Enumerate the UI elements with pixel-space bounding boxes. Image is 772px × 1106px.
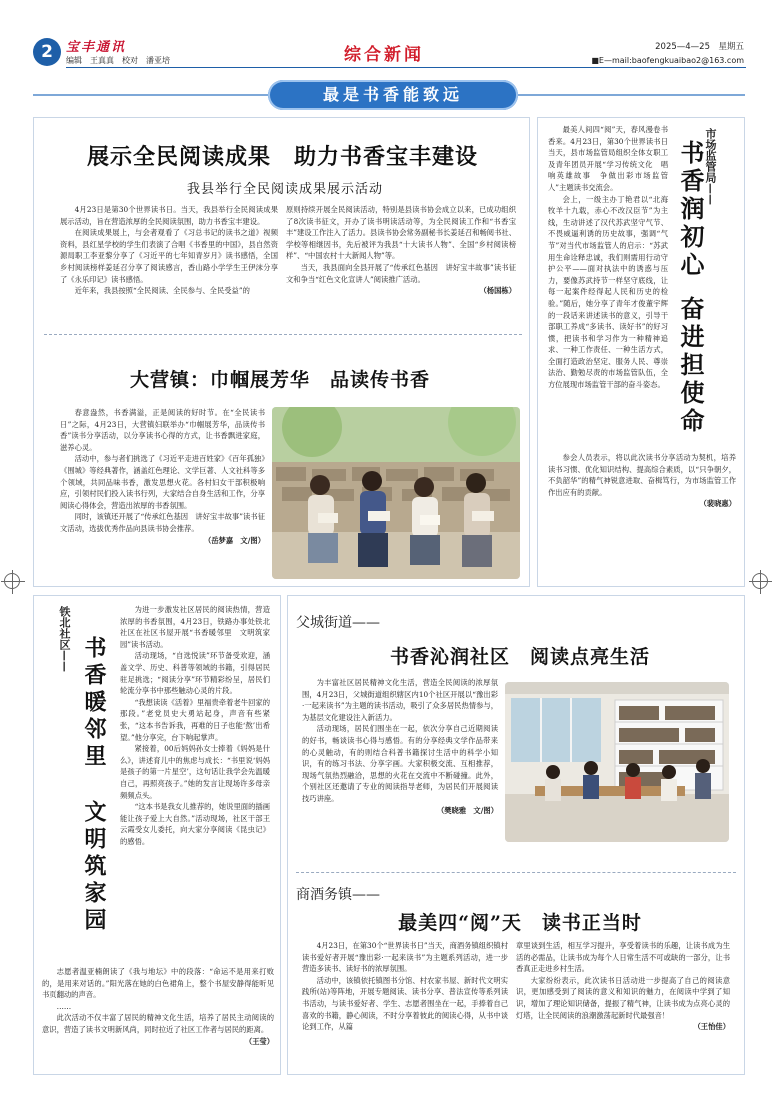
story2-body <box>60 407 265 546</box>
story2-byline: （岳梦嘉 文/图） <box>203 535 265 545</box>
story6-title: 最美四“阅”天 读书正当时 <box>398 912 642 934</box>
story1-column-2 <box>286 204 516 297</box>
story-divider <box>44 334 522 335</box>
story4-body <box>120 604 270 847</box>
contact-email: ■E—mail:baofengkuaibao2@163.com <box>591 56 744 65</box>
story5-title: 书香沁润社区 阅读点亮生活 <box>389 646 650 668</box>
story1-col1-para: 在阅读成果展上，与会者观看了《习总书记的读书之道》视频资料，县红星学校的学生们表演了合唱《书香里的中国》，县自然资源局职工李亚黎分享了《习近平的七年知青岁月》读书感悟，全国乡村阅读榜样姜延召分享了阅读感言，香山路小学学生王伊沫分享了《永乐印记》读书感悟。 <box>60 228 278 284</box>
story4-label: 铁北社区—— <box>58 606 71 672</box>
story1-byline: （杨国栋） <box>479 286 516 296</box>
women-reading-photo <box>272 407 520 579</box>
story5-label: 父城街道—— <box>296 615 380 631</box>
banner-line-right <box>518 94 745 96</box>
story1-col1-para: 4月23日是第30个世界读书日。当天，我县举行全民阅读成果展示活动，旨在营造浓厚的全民阅读氛围，助力书香宝丰建设。 <box>60 205 278 226</box>
story3-title-1: 书香润初心 <box>676 140 705 280</box>
story6-byline: （王怡佳） <box>693 1022 730 1032</box>
story5-para: 为丰富社区居民精神文化生活，营造全民阅读的浓厚氛围，4月23日，父城街道组织辖区内10个社区开展以“豫出彩·一起来读书”为主题的读书活动，吸引了众多居民热情参与，为基层文化建设注入新活力。 <box>302 678 498 722</box>
story3-para: 会上，一级主办丁艳君以“北海牧羊十九载，赤心不改汉臣节”为主线，生动讲述了汉代苏武坚守气节、不畏威逼利诱的历史故事，强调“气节”对当代市场监管人的启示：“苏武用生命诠释忠诚，我们则需用行动守护公平——面对执法中的诱惑与压力，要像苏武持节一样坚守底线，让每一起案件经得起人民和历史的检验。”随后，她分享了青年才俊董宇辉的一段话来讲述读书的意义，引导干部职工养成“多读书、读好书”的好习惯，把读书和学习作为一种精神追求、一种工作责任、一种生活方式，全面打造政治坚定、服务人民、尊崇法治、勤勉尽责的市场监管队伍，全方位展现市场监管干部的奋斗姿态。 <box>548 194 668 390</box>
story6-col1-para: 4月23日，在第30个“世界读书日”当天，商酒务镇组织镇村读书爱好者开展“豫出彩·一起来读书”为主题系列活动，进一步营造多读书、读好书的浓厚氛围。 <box>302 941 508 974</box>
newspaper-logo: 宝丰通讯 <box>66 40 127 55</box>
story4-para: 活动现场，“自选悦读”环节备受欢迎，涵盖文学、历史、科普等领域的书籍，引得居民驻足挑选；“阅读分享”环节精彩纷呈，居民们轮流分享书中那些触动心灵的片段。 <box>120 651 270 696</box>
library-reading-photo <box>505 682 729 842</box>
story3-body-wide <box>548 452 736 510</box>
banner-line-left <box>33 94 268 96</box>
story-divider <box>296 872 736 873</box>
registration-mark-left <box>4 573 20 589</box>
story1-col2-para: 当天，我县面向全县开展了“传承红色基因 讲好宝丰故事”读书征文和争当“红色文化宣讲人”阅读推广活动。 <box>286 262 516 284</box>
story6-col2-para: 章里谈到生活，相互学习提升，享受着读书的乐趣，让读书成为生活的必需品，让读书成为每个人日常生活不可或缺的一部分，让书香真正走进乡村生活。 <box>516 941 730 974</box>
theme-banner <box>33 80 745 110</box>
registration-mark-right <box>752 573 768 589</box>
story3-body <box>548 124 668 391</box>
story3-para: 最美人间四“阅”天，春风漫卷书香来。4月23日，第30个世界读书日当天，县市场监管局组织全体女职工及青年团员开展“学习传统文化 唱响英雄故事 争做出彩市场监管人”主题读书交流会。 <box>548 125 668 192</box>
story1-col2-para: 原则持续开展全民阅读活动，特别是县读书协会成立以来，已成功组织了8次读书征文，开办了读书明读活动等，为全民阅读工作和“书香宝丰”建设工作注入了活力。县读书协会常务副秘书长姜延召和畅阅书社、学校等相继因书，先后被评为我县“十大读书人物”、全国“乡村阅读榜样”、“中国农村十大新闻人物”等。 <box>286 205 516 261</box>
story2-title: 大营镇：巾帼展芳华 品读传书香 <box>129 369 430 391</box>
story4-para: 紧接着，00后妈妈孙女士捧着《妈妈是什么》，讲述育儿中的焦虑与成长：“书里说‘妈妈是孩子的第一片星空’，这句话让我学会先温暖自己，再照亮孩子。”她的发言让现场许多母亲频频点头。 <box>120 744 270 800</box>
story6-column-2 <box>516 940 730 1033</box>
story4-title-1: 书香暖邻里 <box>81 636 107 771</box>
story4-para: 此次活动不仅丰富了居民的精神文化生活，培养了居民主动阅读的意识，营造了读书文明新风尚，同时拉近了社区工作者与居民的距离。 <box>42 1013 274 1034</box>
story3-title-2: 奋进担使命 <box>676 296 705 436</box>
story4-title-2: 文明筑家园 <box>81 800 107 935</box>
story4-para: “这本书是我女儿推荐的，她说里面的插画能让孩子爱上大自然。”活动现场，社区干部王云霞受女儿委托，向大家分享阅读《昆虫记》的感悟。 <box>120 802 270 846</box>
story1-col1-para: 近年来，我县按照“全民阅读、全民参与、全民受益”的 <box>74 286 250 296</box>
issue-date: 2025—4—25 星期五 <box>655 42 744 52</box>
story6-label: 商酒务镇—— <box>296 887 380 903</box>
story4-body-wide <box>42 966 274 1047</box>
story3-label: 市场监管局—— <box>704 128 717 205</box>
page-number: 2 <box>33 38 61 66</box>
story2-para: 同时，该镇还开展了“传承红色基因 讲好宝丰故事”读书征文活动，选拔优秀作品向县读书协会推荐。 <box>60 512 265 533</box>
story2-para: 春意盎然，书香满溢，正是阅读的好时节。在“全民读书日”之际，4月23日，大营镇妇联举办“巾帼展芳华，品读传书香”读书分享活动，以分享读书心得的方式，让书香飘进家庭，滋养心灵。 <box>60 408 265 452</box>
banner-title: 最是书香能致远 <box>268 80 518 110</box>
story3-byline: （裴晓惠） <box>699 499 736 509</box>
story4-para: …… <box>56 1001 72 1011</box>
header-rule <box>66 67 746 68</box>
story3-para: 参会人员表示，将以此次读书分享活动为契机，培养读书习惯、优化知识结构、提高综合素质，以“只争朝夕，不负韶华”的精气神锐意进取、奋楫笃行，为市场监管工作作出应有的贡献。 <box>548 453 736 497</box>
story1-title: 展示全民阅读成果 助力书香宝丰建设 <box>86 144 478 170</box>
section-title: 综合新闻 <box>344 45 424 65</box>
story5-body <box>302 677 498 816</box>
story5-byline: （樊晓雅 文/图） <box>436 805 498 815</box>
story4-para: “我想读读《活着》里福贵牵着老牛回家的那段。”老党员史大勇站起身，声音有些紧张，“这本书告诉我，再难的日子也能‘熬’出希望。”他分享完，台下响起掌声。 <box>120 697 270 742</box>
story6-col2-para: 大家纷纷表示，此次读书日活动进一步提高了自己的阅读意识，更加感受到了阅读的意义和知识的魅力，在阅读中学到了知识，增加了理论知识储备，提振了精气神，让读书成为点亮心灵的灯塔，让全民阅读的浪潮激荡起新时代最强音！ <box>516 975 730 1020</box>
story6-col1-para: 活动中，该镇依托镇图书分馆、村农家书屋、新时代文明实践所(站)等阵地，开展专题阅读、读书分享、普法宣传等系列读书活动，与读书爱好者、学生、志愿者围坐在一起，手捧着自己喜欢的书籍，静心阅读，不时分享着彼此的阅读心得，从书中谈论到工作，从篇 <box>302 975 508 1032</box>
story1-column-1 <box>60 204 278 297</box>
story2-para: 活动中，参与者们挑选了《习近平走进百姓家》《百年孤独》《围城》等经典著作，涵盖红色理论、文学巨著、人文社科等多个领域，共同品味书香，激发思想火花。各村妇女干部积极响应，引领村民们投入读书行列，大家结合自身生活和工作，分享阅读心得体会，营造出浓厚的书香氛围。 <box>60 454 265 510</box>
editor-credits: 编辑 王真真 校对 潘亚培 <box>66 56 170 65</box>
story4-para: 志愿者温亚楠朗读了《我与地坛》中的段落：“命运不是用来打败的，是用来对话的。”阳光落在她的白色裙角上，整个书屋安静得能听见书页翻动的声音。 <box>42 967 274 1000</box>
story1-subtitle: 我县举行全民阅读成果展示活动 <box>186 182 383 197</box>
story6-column-1 <box>302 940 508 1033</box>
story4-para: 为进一步激发社区居民的阅读热情，营造浓厚的书香氛围，4月23日，铁路办事处铁北社区在社区书屋开展“书香暖邻里 文明筑家园”读书活动。 <box>120 605 270 649</box>
story5-para: 活动现场，居民们围坐在一起，依次分享自己近期阅读的好书，畅谈读书心得与感悟。有的分享经典文学作品带来的心灵触动，有的则结合科普书籍探讨生活中的科学小知识，有的练习书法、分享字画。大家积极交流、互相推荐，现场气氛热烈融洽，思想的火花在交流中不断碰撞。此外，个别社区还邀请了专业的阅读指导老师，为居民们开展阅读技巧讲座。 <box>302 724 498 803</box>
story4-byline: （王莹） <box>244 1036 274 1046</box>
